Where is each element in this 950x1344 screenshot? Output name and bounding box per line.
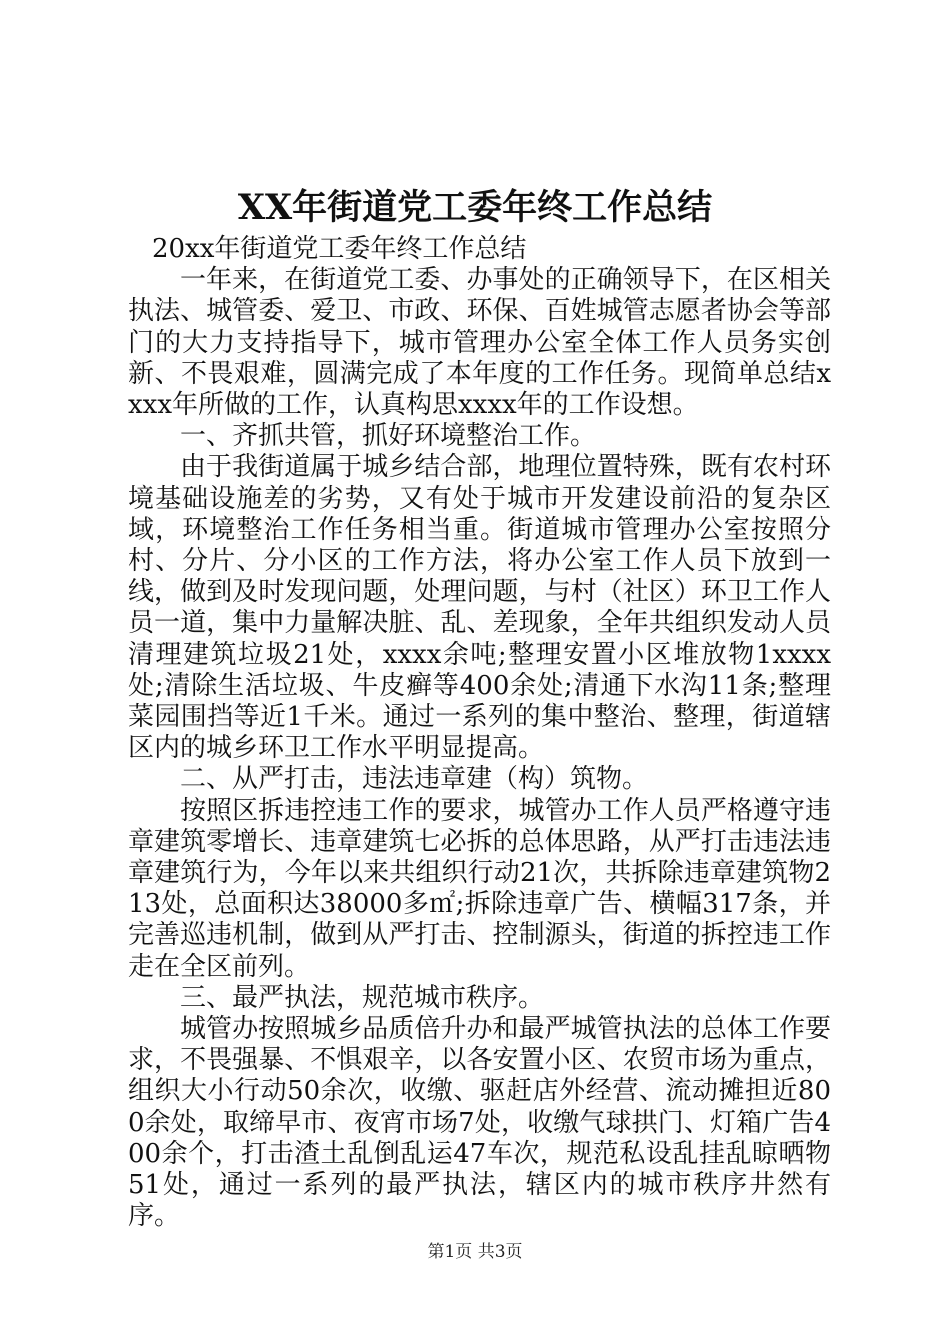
document-title: XX年街道党工委年终工作总结 <box>237 187 713 228</box>
paragraph-section-2: 按照区拆违控违工作的要求，城管办工作人员严格遵守违章建筑零增长、违章建筑七必拆的总体思路，从严打击违法违章建筑行为，今年以来共组织行动21次，共拆除违章建筑物213处，总面积达38000多㎡;拆除违章广告、横幅317条，并完善巡违机制，做到从严打击、控制源头，街道的拆控违工作走在全区前列。 <box>128 795 831 982</box>
paragraph-intro: 一年来，在街道党工委、办事处的正确领导下，在区相关执法、城管委、爱卫、市政、环保、百姓城管志愿者协会等部门的大力支持指导下，城市管理办公室全体工作人员务实创新、不畏艰难，圆满完成了本年度的工作任务。现简单总结xxxx年所做的工作，认真构思xxxx年的工作设想。 <box>128 265 831 421</box>
section-heading-3: 三、最严执法，规范城市秩序。 <box>180 982 545 1013</box>
paragraph-section-3: 城管办按照城乡品质倍升办和最严城管执法的总体工作要求，不畏强暴、不惧艰辛，以各安置小区、农贸市场为重点，组织大小行动50余次，收缴、驱赶店外经营、流动摊担近800余处，取缔早市、夜宵市场7处，收缴气球拱门、灯箱广告400余个，打击渣土乱倒乱运47车次，规范私设乱挂乱晾晒物51处，通过一系列的最严执法，辖区内的城市秩序井然有序。 <box>128 1014 831 1232</box>
document-subtitle: 20xx年街道党工委年终工作总结 <box>152 234 527 264</box>
section-heading-1: 一、齐抓共管，抓好环境整治工作。 <box>180 421 597 452</box>
section-heading-2: 二、从严打击，违法违章建（构）筑物。 <box>180 764 649 795</box>
paragraph-section-1: 由于我街道属于城乡结合部，地理位置特殊，既有农村环境基础设施差的劣势，又有处于城市开发建设前沿的复杂区域，环境整治工作任务相当重。街道城市管理办公室按照分村、分片、分小区的工作方法，将办公室工作人员下放到一线，做到及时发现问题，处理问题，与村（社区）环卫工作人员一道，集中力量解决脏、乱、差现象，全年共组织发动人员清理建筑垃圾21处，xxxx余吨;整理安置小区堆放物1xxxx处;清除生活垃圾、牛皮癣等400余处;清通下水沟11条;整理菜园围挡等近1千米。通过一系列的集中整治、整理，街道辖区内的城乡环卫工作水平明显提高。 <box>128 452 831 764</box>
page-number-footer: 第1页 共3页 <box>427 1242 523 1262</box>
document-body <box>128 234 831 1233</box>
